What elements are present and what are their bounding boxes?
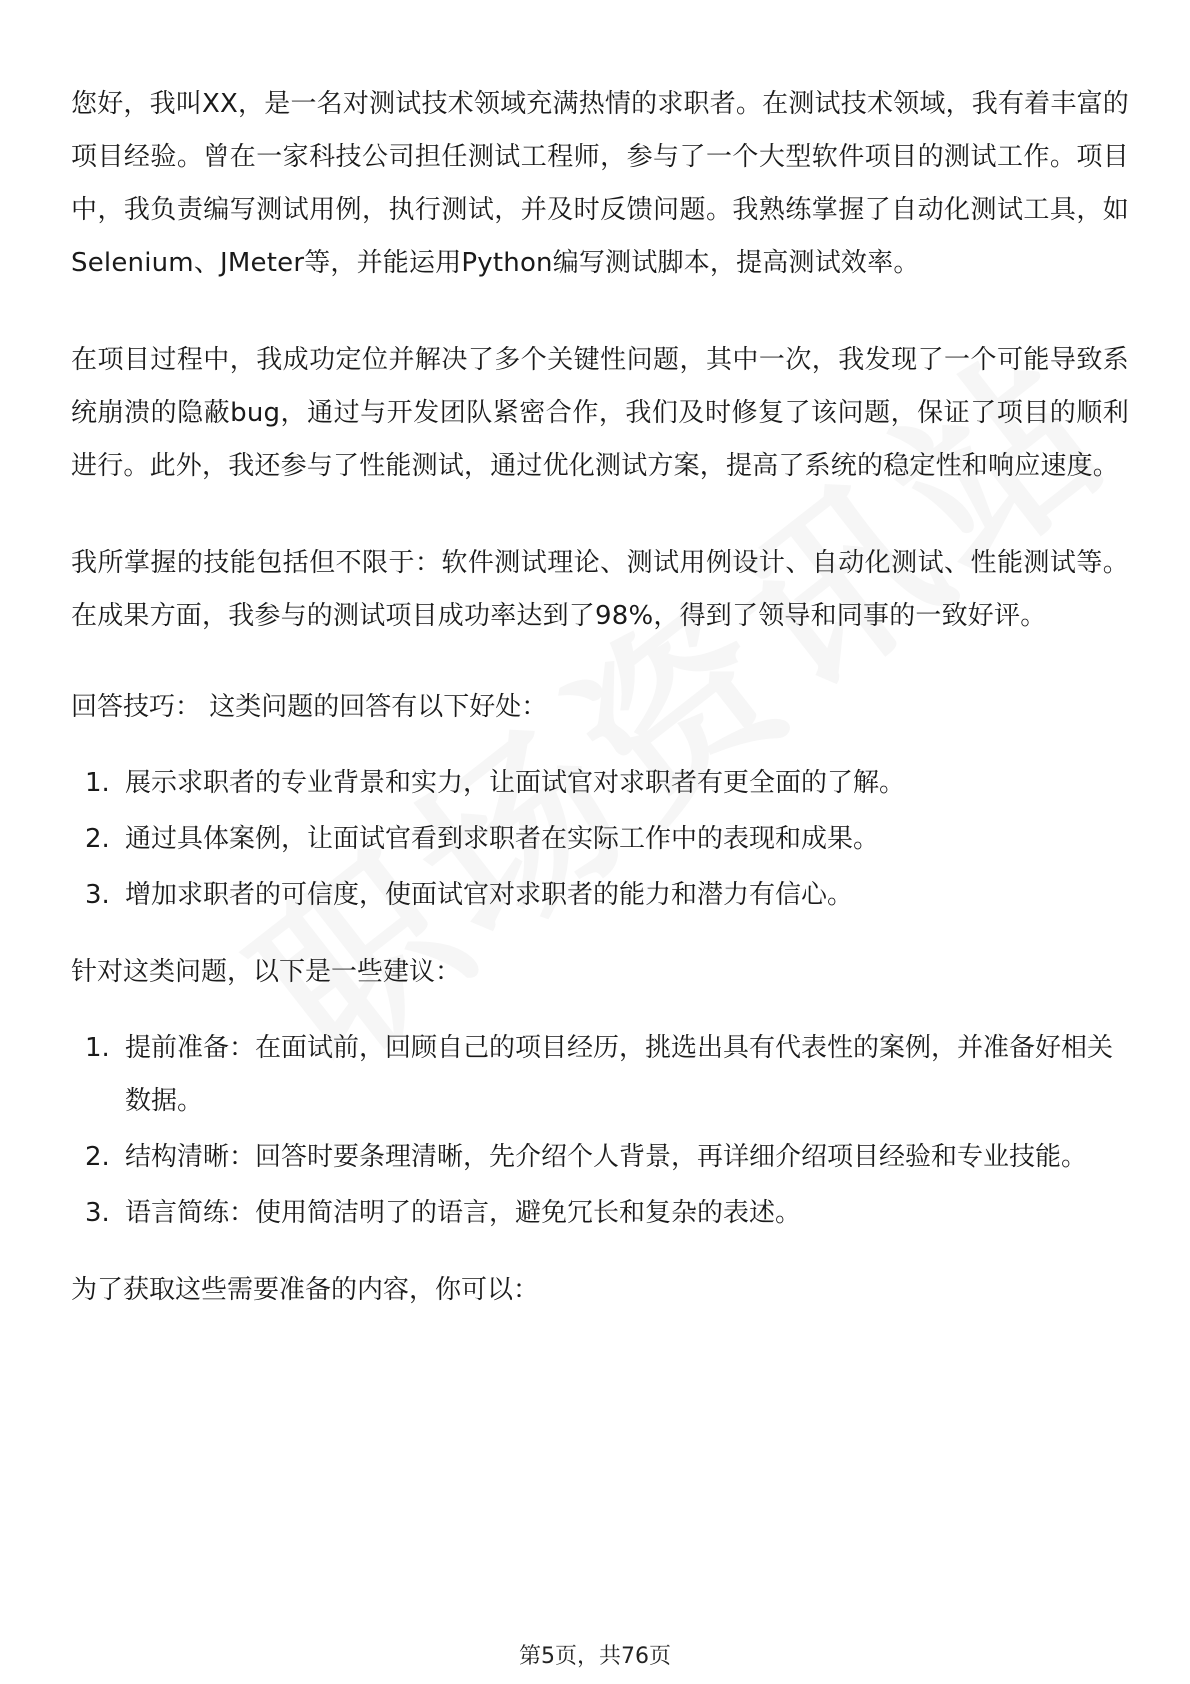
- paragraph-intro: 您好，我叫XX，是一名对测试技术领域充满热情的求职者。在测试技术领域，我有着丰富的项目经验。曾在一家科技公司担任测试工程师，参与了一个大型软件项目的测试工作。项目中，我负责编写测试用例，执行测试，并及时反馈问题。我熟练掌握了自动化测试工具，如Selenium、JMeter等，并能运用Python编写测试脚本，提高测试效率。: [71, 89, 1129, 278]
- list-text: 语言简练：使用简洁明了的语言，避免冗长和复杂的表述。: [125, 1198, 802, 1228]
- list-number: 3.: [85, 1198, 110, 1228]
- closing-intro: 为了获取这些需要准备的内容，你可以：: [71, 1275, 540, 1305]
- list-text: 增加求职者的可信度，使面试官对求职者的能力和潜力有信心。: [125, 880, 854, 910]
- document-body: [71, 78, 1129, 1340]
- list-item: [71, 1131, 1129, 1184]
- list-item: [71, 869, 1129, 922]
- list-number: 1.: [85, 1033, 110, 1063]
- tips-intro: 回答技巧： 这类问题的回答有以下好处：: [71, 692, 548, 722]
- page-footer: 第5页，共76页: [519, 1644, 671, 1669]
- list-item: [71, 813, 1129, 866]
- list-item: [71, 1187, 1129, 1240]
- list-item: [71, 757, 1129, 810]
- advice-list: [71, 1022, 1129, 1240]
- list-item: [71, 1022, 1129, 1128]
- paragraph-project: 在项目过程中，我成功定位并解决了多个关键性问题，其中一次，我发现了一个可能导致系统崩溃的隐蔽bug，通过与开发团队紧密合作，我们及时修复了该问题，保证了项目的顺利进行。此外，我还参与了性能测试，通过优化测试方案，提高了系统的稳定性和响应速度。: [71, 345, 1129, 481]
- list-text: 结构清晰：回答时要条理清晰，先介绍个人背景，再详细介绍项目经验和专业技能。: [125, 1142, 1088, 1172]
- list-text: 展示求职者的专业背景和实力，让面试官对求职者有更全面的了解。: [125, 768, 906, 798]
- list-text: 通过具体案例，让面试官看到求职者在实际工作中的表现和成果。: [125, 824, 880, 854]
- list-number: 2.: [85, 1142, 110, 1172]
- advice-intro: 针对这类问题，以下是一些建议：: [71, 957, 462, 987]
- list-text: 提前准备：在面试前，回顾自己的项目经历，挑选出具有代表性的案例，并准备好相关数据。: [125, 1033, 1114, 1116]
- paragraph-skills: 我所掌握的技能包括但不限于：软件测试理论、测试用例设计、自动化测试、性能测试等。在成果方面，我参与的测试项目成功率达到了98%，得到了领导和同事的一致好评。: [71, 548, 1129, 631]
- list-number: 1.: [85, 768, 110, 798]
- list-number: 2.: [85, 824, 110, 854]
- list-number: 3.: [85, 880, 110, 910]
- benefits-list: [71, 757, 1129, 922]
